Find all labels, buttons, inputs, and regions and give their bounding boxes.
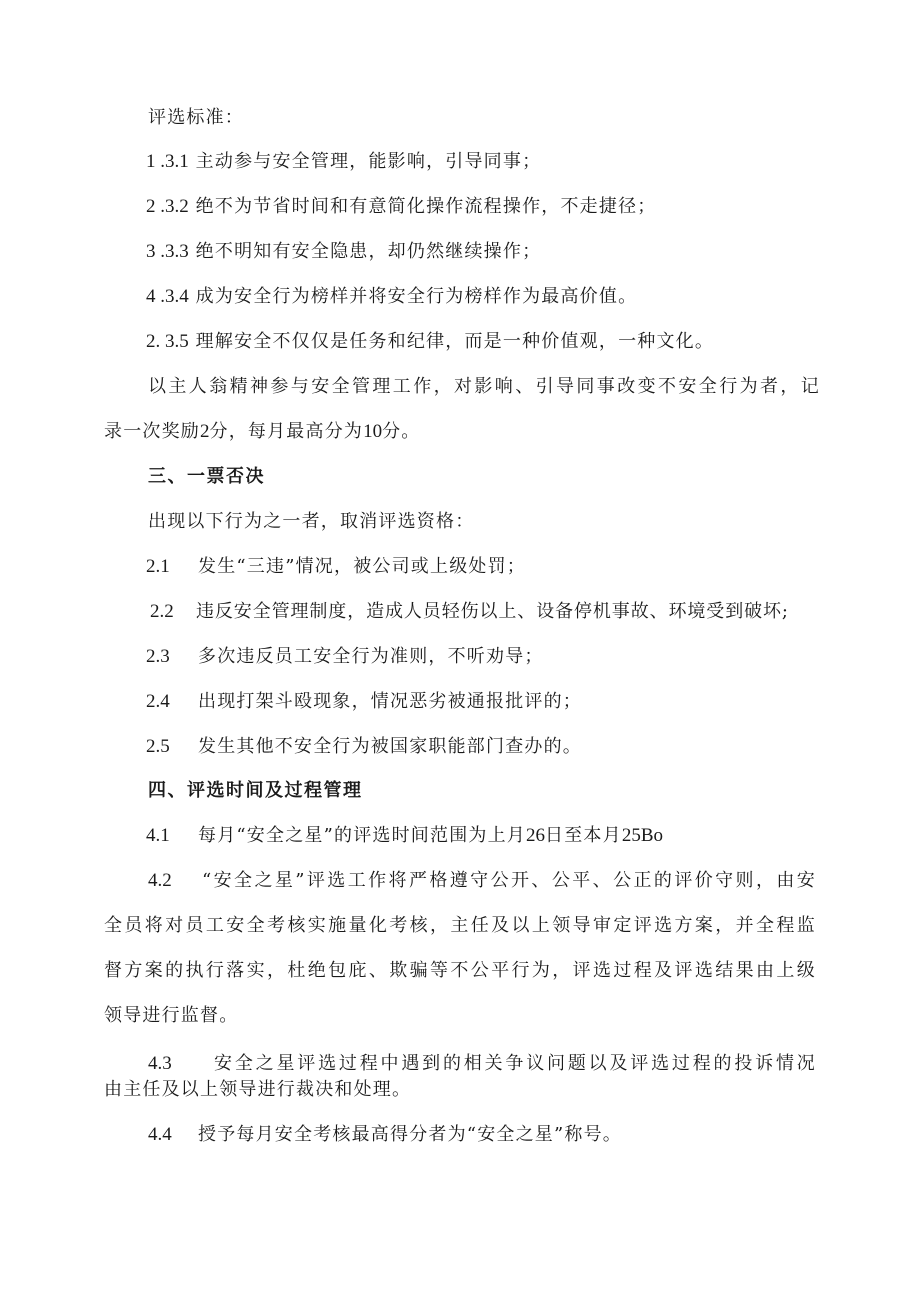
- criteria-item: [146, 150, 541, 174]
- item-number: 4 .3.4: [146, 286, 189, 307]
- process-item-4-2-line-4: 领导进行监督。: [104, 1005, 239, 1026]
- item-text: 日至本月: [545, 825, 622, 846]
- item-text: 每月“安全之星”的评选时间范围为上月: [198, 825, 527, 846]
- item-number: 2.4: [146, 691, 170, 712]
- item-text: 多次违反员工安全行为准则，不听劝导；: [198, 646, 544, 667]
- item-text: 成为安全行为榜样并将安全行为榜样作为最高价值。: [195, 286, 638, 307]
- item-text: 发生其他不安全行为被国家职能部门查办的。: [198, 736, 582, 757]
- item-text: 违反安全管理制度，造成人员轻伤以上、设备停机事故、环境受到破坏;: [196, 601, 789, 622]
- item-number: 4.4: [148, 1124, 172, 1145]
- process-heading: 四、评选时间及过程管理: [148, 780, 363, 801]
- reward-text: 分。: [382, 421, 421, 442]
- item-number: 3 .3.3: [146, 241, 189, 262]
- item-text: 绝不为节省时间和有意简化操作流程操作，不走捷径；: [195, 196, 657, 217]
- end-day: 25Bo: [621, 825, 664, 846]
- veto-heading: 三、一票否决: [148, 466, 265, 487]
- reward-text: 录一次奖励: [104, 421, 200, 442]
- veto-item: [150, 600, 789, 624]
- reward-points: 2: [200, 421, 210, 442]
- item-number: 2.3: [146, 646, 170, 667]
- item-text: 出现打架斗殴现象，情况恶劣被通报批评的；: [198, 691, 582, 712]
- veto-item: [146, 735, 582, 759]
- item-text: 授予每月安全考核最高得分者为“安全之星”称号。: [198, 1124, 623, 1145]
- item-text: 理解安全不仅仅是任务和纪律，而是一种价值观，一种文化。: [195, 331, 715, 352]
- process-item-4-2-line-2: 全员将对员工安全考核实施量化考核，主任及以上领导审定评选方案，并全程监: [104, 915, 816, 936]
- reward-line-1: 以主人翁精神参与安全管理工作，对影响、引导同事改变不安全行为者，记: [148, 376, 820, 397]
- item-text: 发生“三违”情况，被公司或上级处罚；: [198, 556, 527, 577]
- item-number: 2 .3.2: [146, 196, 189, 217]
- item-number: 2.1: [146, 556, 170, 577]
- item-number: 4.2: [148, 870, 172, 891]
- process-item-4-4: [148, 1123, 622, 1147]
- veto-item: [146, 690, 582, 714]
- item-text: 安全之星评选过程中遇到的相关争议问题以及评选过程的投诉情况: [214, 1053, 816, 1074]
- process-item-4-3-line-1: [148, 1052, 816, 1076]
- reward-line-2: [104, 420, 421, 444]
- criteria-item: [146, 285, 637, 309]
- criteria-item: [146, 330, 714, 354]
- criteria-item: [146, 240, 541, 264]
- item-number: 2.2: [150, 601, 174, 622]
- item-number: 1 .3.1: [146, 151, 189, 172]
- reward-max-points: 10: [363, 421, 383, 442]
- reward-text: 分，每月最高分为: [209, 421, 364, 442]
- veto-intro: 出现以下行为之一者，取消评选资格：: [148, 511, 475, 532]
- item-number: 4.1: [146, 825, 170, 846]
- veto-item: [146, 645, 544, 669]
- process-item-4-1: [146, 824, 663, 848]
- process-item-4-2-line-3: 督方案的执行落实，杜绝包庇、欺骗等不公平行为，评选过程及评选结果由上级: [104, 960, 816, 981]
- item-text: 绝不明知有安全隐患，却仍然继续操作；: [195, 241, 542, 262]
- process-item-4-3-line-2: 由主任及以上领导进行裁决和处理。: [104, 1079, 412, 1100]
- item-number: 2.5: [146, 736, 170, 757]
- item-text: “安全之星”评选工作将严格遵守公开、公平、公正的评价守则，由安: [202, 870, 816, 891]
- item-number: 2. 3.5: [146, 331, 189, 352]
- veto-item: [146, 555, 526, 579]
- item-number: 4.3: [148, 1053, 172, 1074]
- criteria-item: [146, 195, 656, 219]
- start-day: 26: [526, 825, 546, 846]
- criteria-heading: 评选标准：: [148, 107, 244, 128]
- item-text: 主动参与安全管理，能影响，引导同事；: [195, 151, 542, 172]
- process-item-4-2-line-1: [148, 869, 816, 893]
